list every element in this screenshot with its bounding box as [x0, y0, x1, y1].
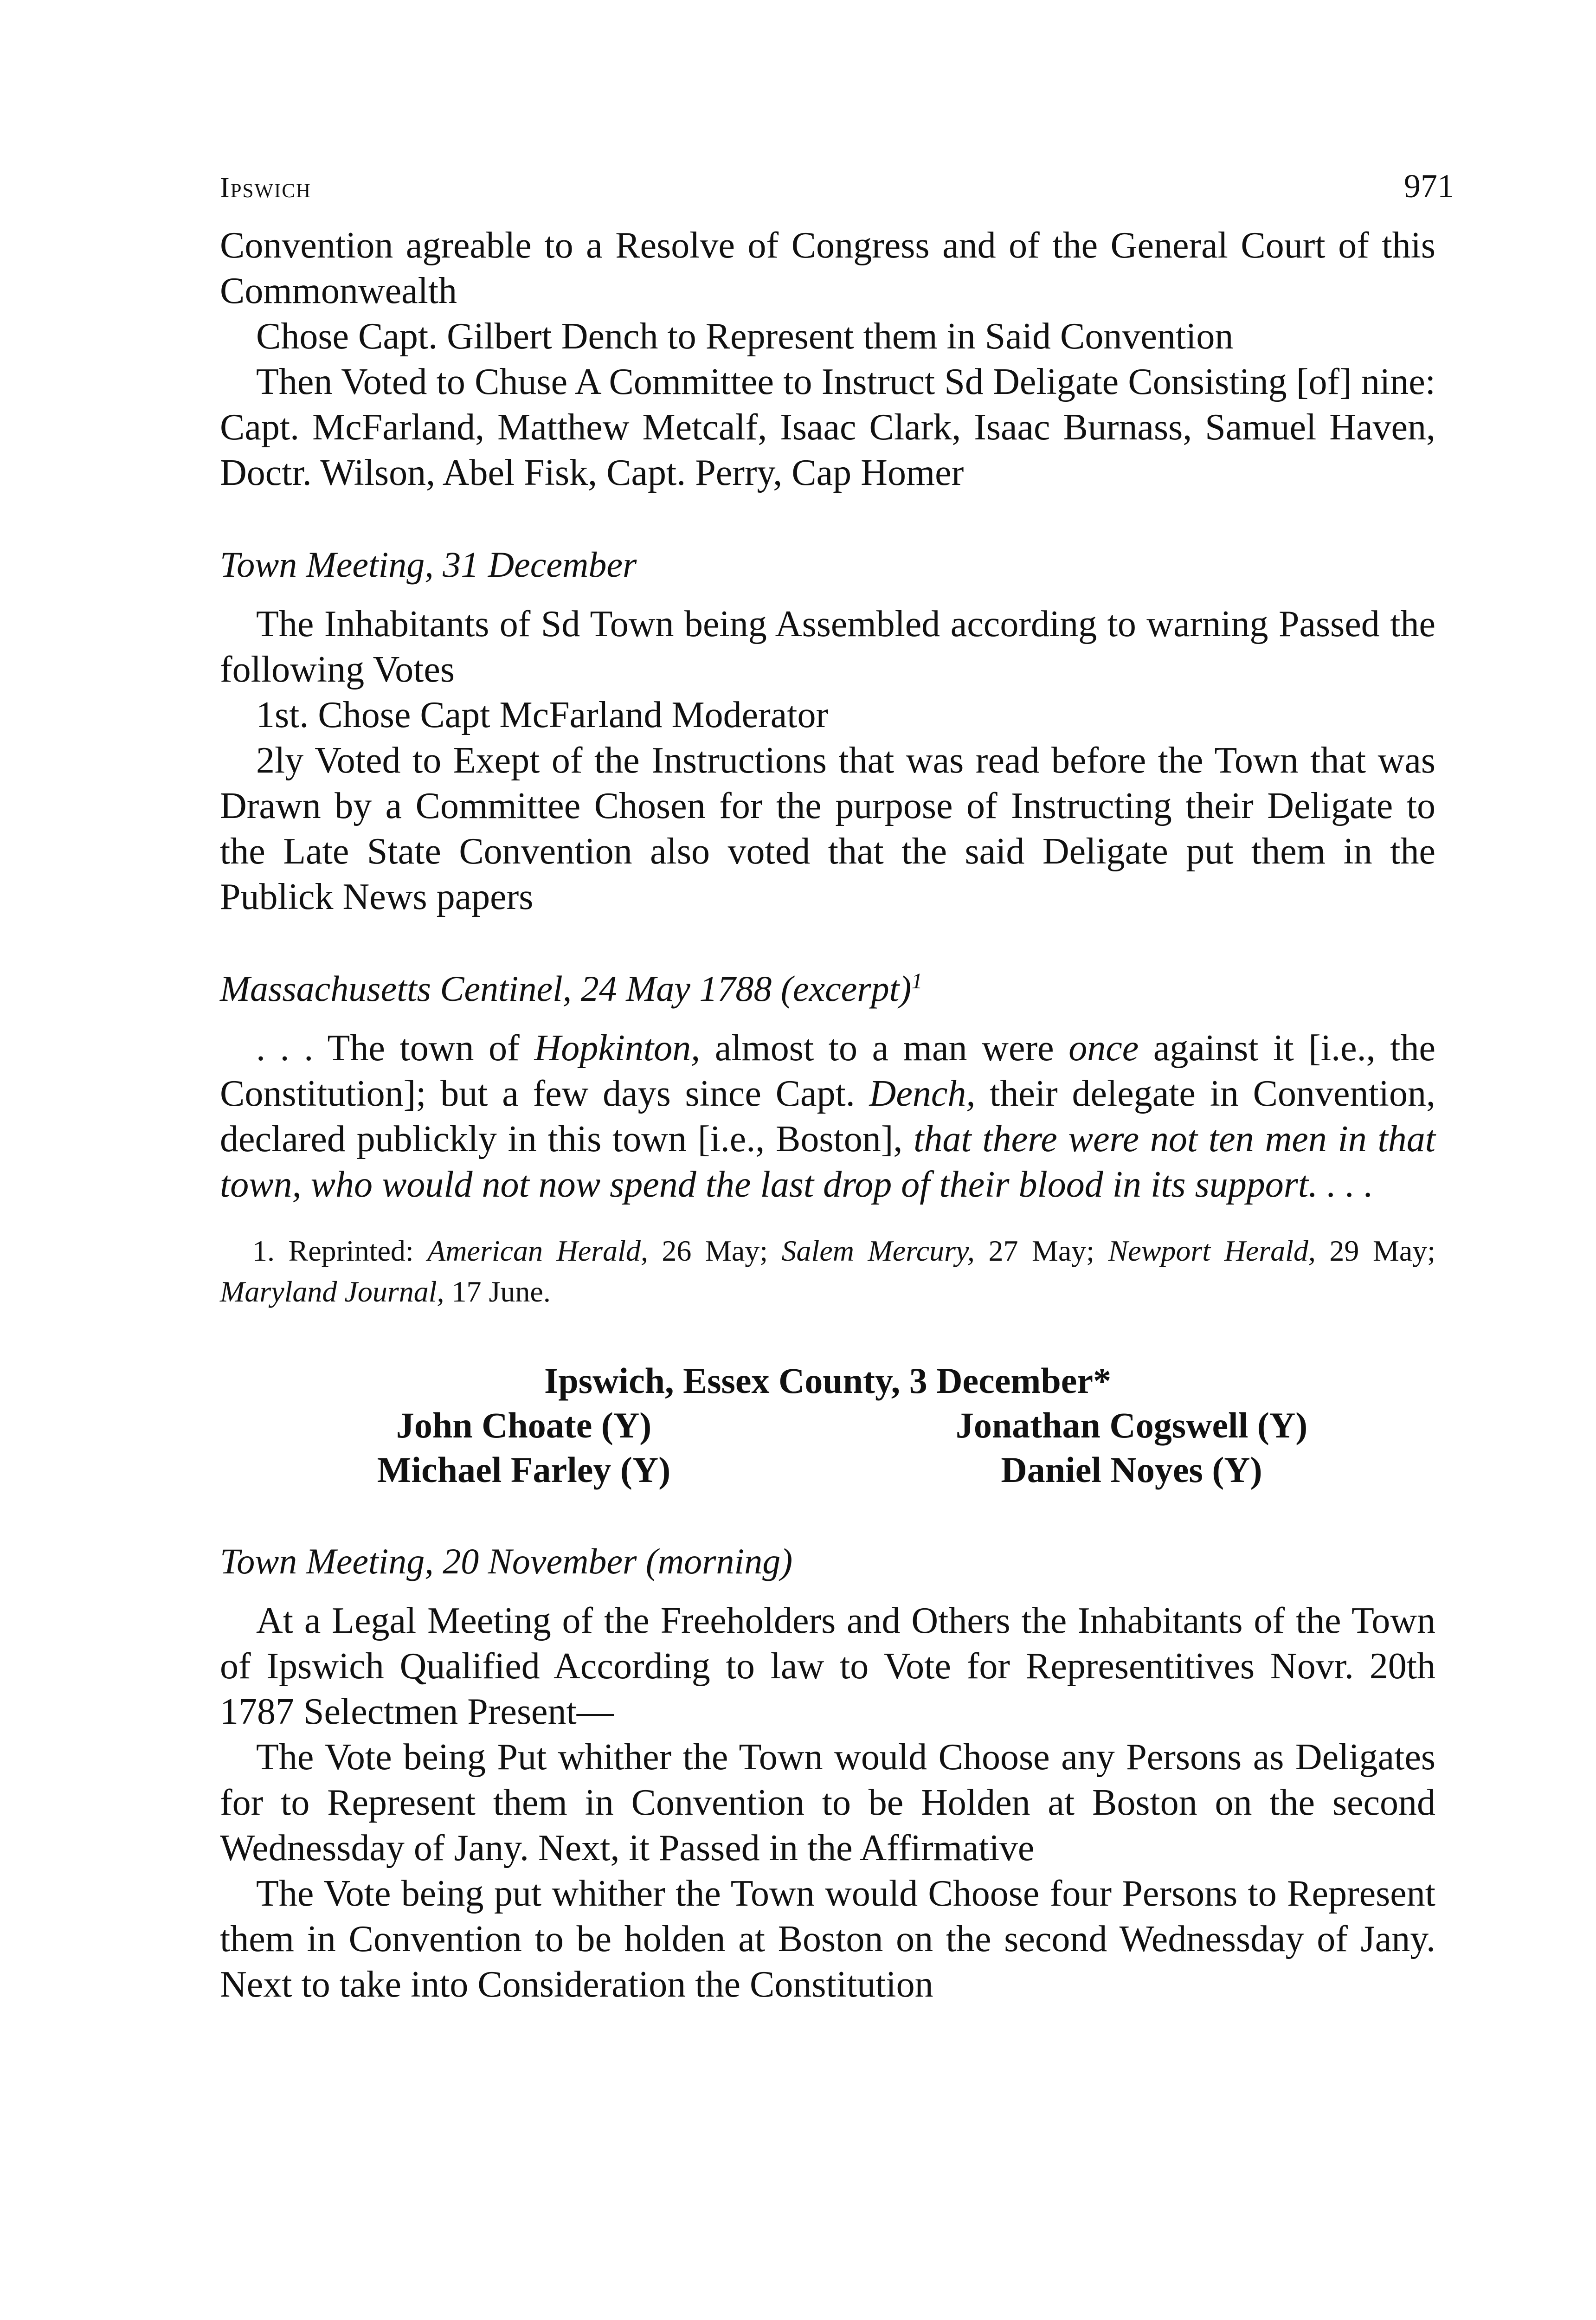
- running-head: [220, 167, 1454, 223]
- paragraph: 1st. Chose Capt McFarland Moderator: [256, 695, 829, 735]
- document-page: [220, 167, 1454, 2007]
- paragraph: The Inhabitants of Sd Town being Assembled according to warning Passed the following Votes: [220, 604, 1435, 690]
- section-heading: Town Meeting, 20 November (morning): [220, 1541, 793, 1581]
- delegates-row: [220, 1448, 1435, 1492]
- section-town-meeting-december: [220, 601, 1435, 920]
- footnote-marker: 1: [911, 969, 923, 993]
- section-town-meeting-november: [220, 1598, 1435, 2007]
- paragraph: Chose Capt. Gilbert Dench to Represent them in Said Convention: [256, 316, 1234, 357]
- delegate-name: Daniel Noyes (Y): [1001, 1450, 1262, 1490]
- paragraph: Then Voted to Chuse A Committee to Instruct Sd Deligate Consisting [of] nine: Capt. McFarland, Matthew Metcalf, Isaac Clark, Isaac Burnass, Samuel Haven, Doctr. Wilson, Abel Fisk, Capt. Perry, Cap Homer: [220, 361, 1435, 493]
- paragraph: The Vote being Put whither the Town would Choose any Persons as Deligates for to Represent them in Convention to be Holden at Boston on the second Wednessday of Jany. Next, it Passed in the Affirmative: [220, 1737, 1435, 1869]
- delegates-block: [220, 1359, 1435, 1492]
- paragraph: At a Legal Meeting of the Freeholders and Others the Inhabitants of the Town of Ipswich Qualified According to law to Vote for Representitives Novr. 20th 1787 Selectmen Present—: [220, 1600, 1435, 1732]
- section-continuation: [220, 223, 1435, 496]
- footnote: 1. Reprinted: American Herald, 26 May; Salem Mercury, 27 May; Newport Herald, 29 May; Maryland Journal, 17 June.: [220, 1234, 1436, 1308]
- section-centinel-excerpt: [220, 1025, 1435, 1207]
- heading-text: Massachusetts Centinel, 24 May 1788 (excerpt): [220, 968, 912, 1009]
- delegate-name: Jonathan Cogswell (Y): [955, 1405, 1308, 1445]
- section-heading: Town Meeting, 31 December: [220, 544, 637, 585]
- paragraph: . . . The town of Hopkinton, almost to a man were once against it [i.e., the Constitution]; but a few days since Capt. Dench, their delegate in Convention, declared publickly in this town [i.e., Boston], that there were not ten men in that town, who would not now spend the last drop of their blood in its support. . . .: [220, 1028, 1435, 1205]
- paragraph: 2ly Voted to Exept of the Instructions that was read before the Town that was Drawn by a Committee Chosen for the purpose of Instructing their Deligate to the Late State Convention also voted that the said Deligate put them in the Publick News papers: [220, 740, 1435, 917]
- running-title: Ipswich: [220, 172, 312, 204]
- delegate-name: Michael Farley (Y): [377, 1450, 671, 1490]
- delegates-row: [220, 1403, 1435, 1448]
- delegate-name: John Choate (Y): [396, 1405, 652, 1445]
- section-heading: [220, 966, 1435, 1012]
- page-number: 971: [1404, 168, 1454, 205]
- paragraph: The Vote being put whither the Town would Choose four Persons to Represent them in Convention to be holden at Boston on the second Wednessday of Jany. Next to take into Consideration the Constitution: [220, 1873, 1435, 2005]
- delegates-title: Ipswich, Essex County, 3 December*: [544, 1360, 1111, 1401]
- paragraph: Convention agreable to a Resolve of Congress and of the General Court of this Commonwealth: [220, 225, 1435, 311]
